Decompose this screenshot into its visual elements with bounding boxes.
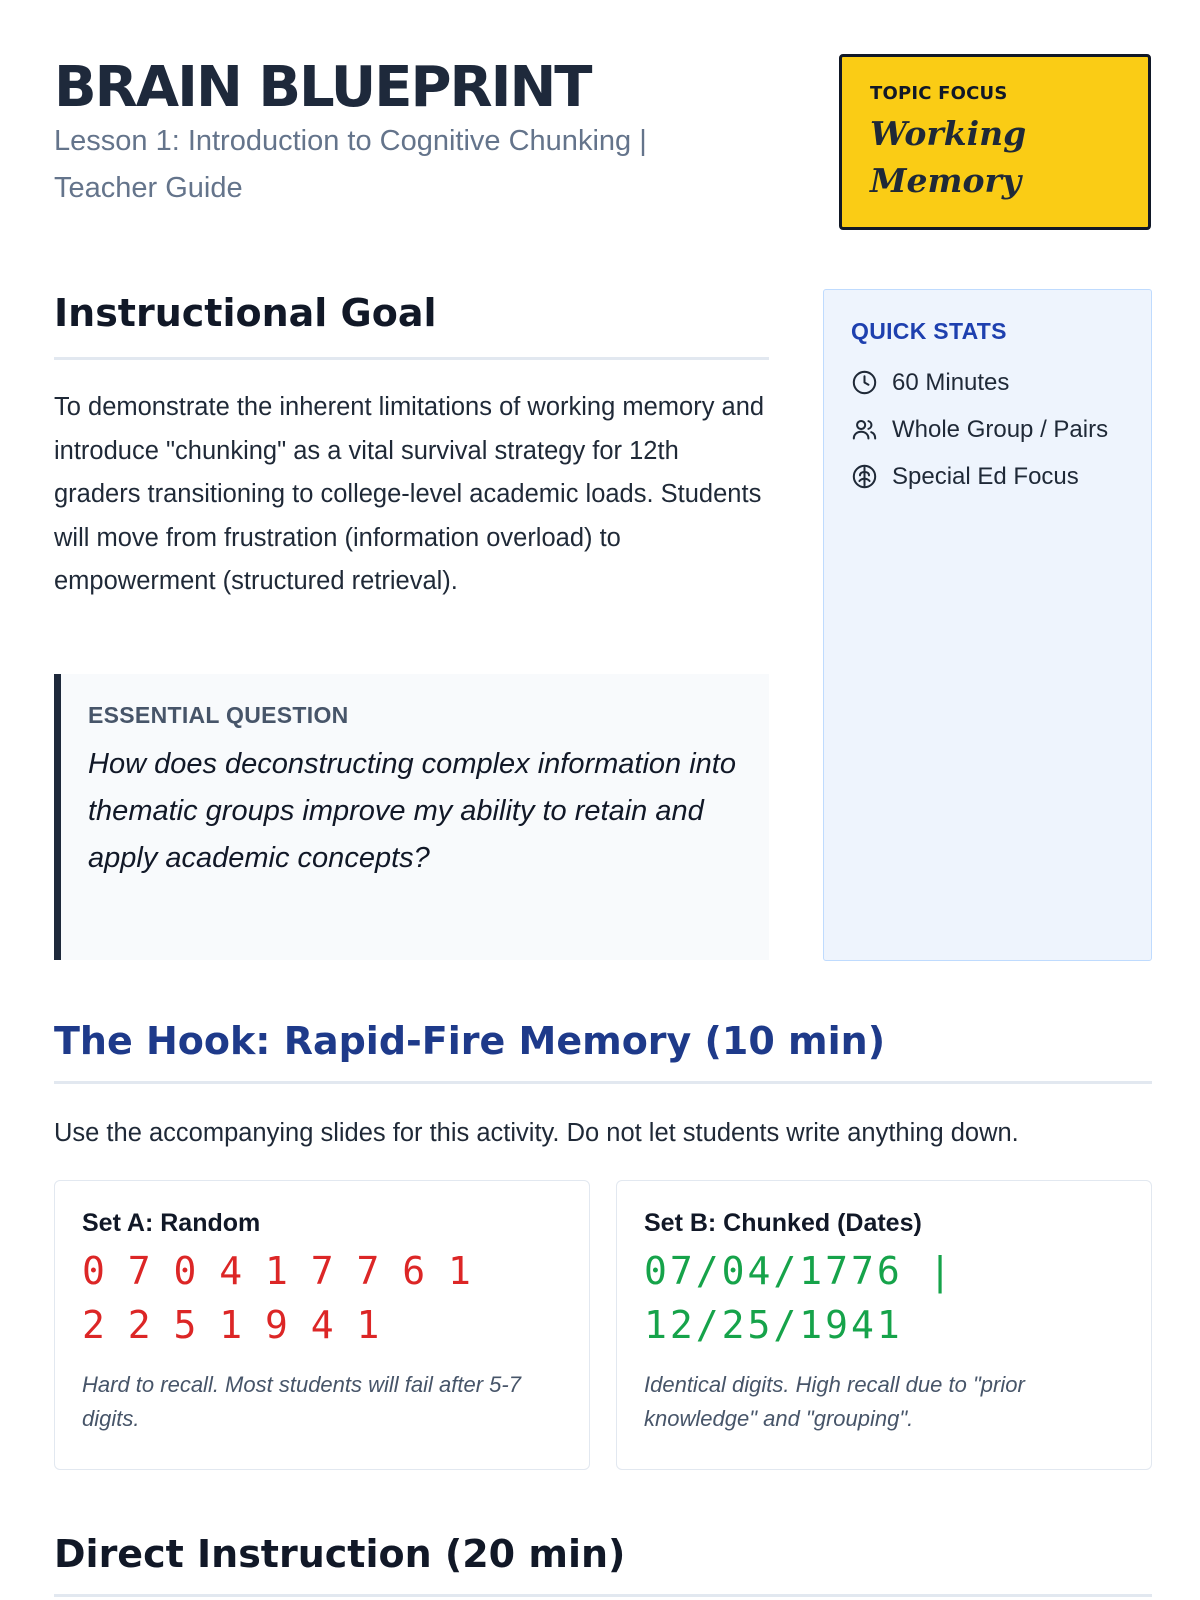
set-b-note: Identical digits. High recall due to "prior knowledge" and "grouping".: [644, 1372, 1025, 1431]
instructional-goal-heading: Instructional Goal: [54, 291, 437, 335]
topic-focus-label: TOPIC FOCUS: [870, 83, 1008, 104]
set-a-digits-line-2: 2 2 5 1 9 4 1: [82, 1303, 380, 1347]
stat-focus-text: Special Ed Focus: [892, 462, 1079, 490]
topic-focus-value: Working Memory: [870, 114, 1027, 200]
set-b-digits-line-1: 07/04/1776 |: [644, 1249, 955, 1293]
topic-focus-card: [839, 54, 1151, 230]
users-icon: [851, 416, 878, 443]
set-a-card: [54, 1180, 590, 1470]
stat-duration-text: 60 Minutes: [892, 368, 1010, 396]
page-title: BRAIN BLUEPRINT: [54, 55, 591, 120]
set-a-digits-line-1: 0 7 0 4 1 7 7 6 1: [82, 1249, 471, 1293]
essential-question-callout: [54, 674, 769, 960]
stat-grouping-text: Whole Group / Pairs: [892, 415, 1109, 443]
clock-icon: [851, 369, 878, 396]
set-b-digits-line-2: 12/25/1941: [644, 1303, 903, 1347]
set-b-digits: [644, 1244, 1124, 1352]
essential-question-label: ESSENTIAL QUESTION: [88, 702, 349, 728]
section-divider: [54, 1081, 1152, 1084]
quick-stats-label: QUICK STATS: [851, 318, 1007, 344]
direct-instruction-heading: Direct Instruction (20 min): [54, 1532, 626, 1576]
set-a-title: Set A: Random: [82, 1209, 261, 1237]
stat-grouping: [851, 406, 1124, 453]
section-divider: [54, 1594, 1152, 1597]
essential-question-text: How does deconstructing complex information into thematic groups improve my ability to retain and apply academic concepts?: [88, 748, 736, 874]
stat-duration: [851, 359, 1124, 406]
set-a-note: Hard to recall. Most students will fail after 5-7 digits.: [82, 1372, 521, 1431]
hook-heading: The Hook: Rapid-Fire Memory (10 min): [54, 1019, 886, 1063]
stat-focus: [851, 453, 1124, 500]
section-divider: [54, 357, 769, 360]
brain-icon: [851, 463, 878, 490]
set-a-digits: [82, 1244, 562, 1352]
instructional-goal-text: To demonstrate the inherent limitations of working memory and introduce "chunking" as a vital survival strategy for 12th graders transitioning to college-level academic loads. Students will move from frustration (information overload) to empowerment (structured retrieval).: [54, 393, 765, 595]
quick-stats-panel: [823, 289, 1152, 961]
hook-instruction: Use the accompanying slides for this activity. Do not let students write anything down.: [54, 1119, 1019, 1147]
set-b-card: [616, 1180, 1152, 1470]
page-subtitle: Lesson 1: Introduction to Cognitive Chunking | Teacher Guide: [54, 125, 647, 204]
set-b-title: Set B: Chunked (Dates): [644, 1209, 922, 1237]
